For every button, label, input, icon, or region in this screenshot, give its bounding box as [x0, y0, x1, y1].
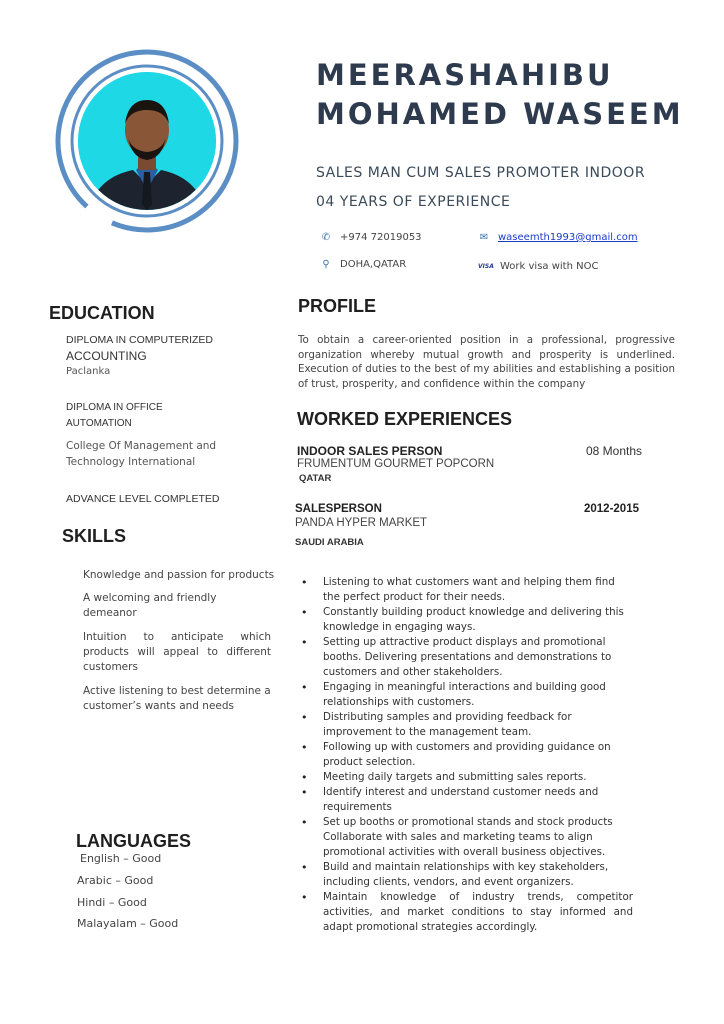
education-item: [66, 332, 256, 380]
language-item: Arabic – Good: [77, 874, 154, 887]
job-location: QATAR: [299, 473, 332, 484]
duty-item: • Constantly building product knowledge and delivering this knowledge in engaging ways.: [323, 605, 633, 635]
job-company: PANDA HYPER MARKET: [295, 517, 428, 529]
skill-item: Intuition to anticipate which products will appeal to different customers: [83, 631, 271, 673]
duty-item: • Setting up attractive product displays and promotional booths. Delivering presentations and demonstrations to customers and other stakeholders.: [323, 635, 633, 680]
profile-photo: [78, 72, 216, 210]
duty-item: • Maintain knowledge of industry trends, competitor activities, and market conditions to stay informed and adapt promotional strategies accordingly.: [323, 890, 633, 935]
phone-icon: ✆: [321, 232, 331, 243]
email-link[interactable]: waseemth1993@gmail.com: [498, 232, 638, 243]
work-heading: WORKED EXPERIENCES: [297, 409, 513, 429]
languages-heading: LANGUAGES: [76, 831, 192, 851]
duty-item: • Set up booths or promotional stands and stock products Collaborate with sales and marketing teams to align promotional activities with overall business objectives.: [323, 815, 633, 860]
skill-item: Active listening to best determine a customer’s wants and needs: [83, 685, 271, 712]
visa-icon: VISA: [478, 263, 494, 270]
education-title: DIPLOMA IN OFFICE: [66, 402, 163, 413]
job-title: SALESPERSON: [295, 503, 382, 515]
candidate-name: [316, 56, 684, 134]
language-item: English – Good: [80, 852, 162, 865]
name-line-1: MEERASHAHIBU: [316, 58, 614, 92]
duty-item: • Following up with customers and providing guidance on product selection.: [323, 740, 633, 770]
profile-summary: To obtain a career-oriented position in a professional, progressive organization whereby mutual growth and prosperity is underlined. Execution of duties to the best of my abilities and establishing a position of trust, prosperity, and confidence within the company: [298, 334, 675, 390]
contact-phone: [320, 232, 422, 243]
job-location: SAUDI ARABIA: [295, 537, 364, 548]
duty-item: • Listening to what customers want and helping them find the perfect product for their needs.: [323, 575, 633, 605]
visa-status: Work visa with NOC: [500, 261, 599, 272]
duty-item: • Build and maintain relationships with key stakeholders, including clients, vendors, and event organizers.: [323, 860, 633, 890]
language-item: Malayalam – Good: [77, 917, 179, 930]
job-company: FRUMENTUM GOURMET POPCORN: [297, 458, 495, 470]
duty-item: • Distributing samples and providing feedback for improvement to the management team.: [323, 710, 633, 740]
contact-location: [320, 259, 406, 270]
person-silhouette-icon: [78, 72, 216, 210]
education-institution: Paclanka: [66, 366, 111, 377]
duty-item: • Meeting daily targets and submitting sales reports.: [323, 770, 633, 785]
duty-item: • Identify interest and understand customer needs and requirements: [323, 785, 633, 815]
skill-item: A welcoming and friendly demeanor: [83, 592, 217, 619]
profile-heading: PROFILE: [298, 296, 377, 316]
education-title-cont: ACCOUNTING: [66, 349, 147, 363]
skills-heading: SKILLS: [62, 526, 127, 546]
education-item: ADVANCE LEVEL COMPLETED: [66, 493, 220, 505]
education-heading: EDUCATION: [49, 303, 155, 323]
experience-years: 04 YEARS OF EXPERIENCE: [316, 194, 511, 210]
education-title-cont: AUTOMATION: [66, 418, 132, 429]
job-duration: 08 Months: [586, 444, 643, 458]
duty-item: • Engaging in meaningful interactions and building good relationships with customers.: [323, 680, 633, 710]
duties-list-container: [298, 575, 633, 935]
name-line-2: MOHAMED WASEEM: [316, 97, 684, 131]
contact-visa: [478, 261, 598, 272]
location-text: DOHA,QATAR: [340, 259, 407, 270]
job-duration: 2012-2015: [584, 503, 639, 515]
language-item: Hindi – Good: [77, 896, 147, 909]
skill-item: Knowledge and passion for products: [83, 569, 275, 581]
job-role: SALES MAN CUM SALES PROMOTER INDOOR: [316, 165, 646, 181]
duties-list: [298, 575, 633, 935]
education-institution: College Of Management and: [66, 440, 217, 452]
mail-icon: ✉: [479, 232, 489, 243]
education-item: [66, 400, 256, 470]
job-title: INDOOR SALES PERSON: [297, 444, 443, 458]
phone-number: +974 72019053: [340, 232, 422, 243]
education-institution-cont: Technology International: [66, 456, 196, 468]
contact-email: [478, 232, 638, 243]
education-title: DIPLOMA IN COMPUTERIZED: [66, 334, 214, 346]
location-pin-icon: ⚲: [322, 259, 330, 270]
